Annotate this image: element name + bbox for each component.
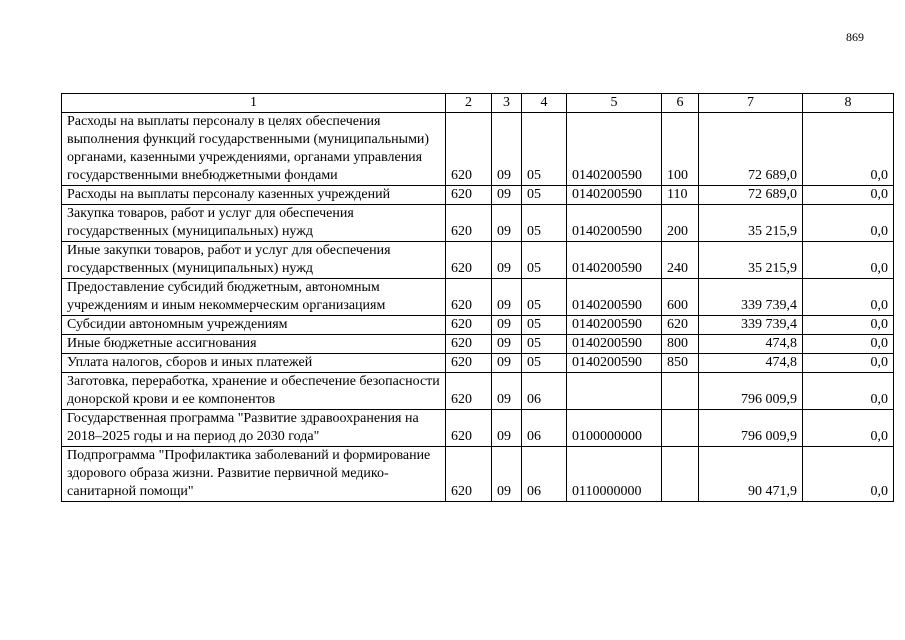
admin-code: 620 bbox=[446, 447, 492, 502]
page-number: 869 bbox=[846, 30, 864, 44]
expense-type-code: 110 bbox=[662, 186, 699, 205]
row-description: Расходы на выплаты персоналу казенных учреждений bbox=[62, 186, 446, 205]
expense-type-code: 800 bbox=[662, 335, 699, 354]
second-amount-value: 0,0 bbox=[803, 242, 894, 279]
row-description: Государственная программа "Развитие здравоохранения на 2018–2025 годы и на период до 2030 года" bbox=[62, 410, 446, 447]
table-row bbox=[62, 447, 894, 502]
target-article-code: 0140200590 bbox=[567, 279, 662, 316]
table-row bbox=[62, 354, 894, 373]
expense-type-code bbox=[662, 373, 699, 410]
admin-code: 620 bbox=[446, 316, 492, 335]
amount-value: 474,8 bbox=[699, 354, 803, 373]
target-article-code: 0140200590 bbox=[567, 335, 662, 354]
budget-table bbox=[61, 93, 894, 502]
subsection-code: 05 bbox=[522, 279, 567, 316]
row-description: Заготовка, переработка, хранение и обеспечение безопасности донорской крови и ее компонентов bbox=[62, 373, 446, 410]
section-code: 09 bbox=[492, 316, 522, 335]
subsection-code: 06 bbox=[522, 410, 567, 447]
table-body bbox=[62, 113, 894, 502]
table-row bbox=[62, 410, 894, 447]
amount-value: 35 215,9 bbox=[699, 242, 803, 279]
row-description: Иные бюджетные ассигнования bbox=[62, 335, 446, 354]
section-code: 09 bbox=[492, 279, 522, 316]
admin-code: 620 bbox=[446, 113, 492, 186]
column-header: 8 bbox=[803, 94, 894, 113]
admin-code: 620 bbox=[446, 205, 492, 242]
target-article-code: 0140200590 bbox=[567, 242, 662, 279]
subsection-code: 05 bbox=[522, 186, 567, 205]
amount-value: 72 689,0 bbox=[699, 113, 803, 186]
amount-value: 72 689,0 bbox=[699, 186, 803, 205]
target-article-code: 0140200590 bbox=[567, 354, 662, 373]
subsection-code: 06 bbox=[522, 373, 567, 410]
column-header: 6 bbox=[662, 94, 699, 113]
admin-code: 620 bbox=[446, 242, 492, 279]
table-row bbox=[62, 113, 894, 186]
target-article-code: 0140200590 bbox=[567, 316, 662, 335]
target-article-code: 0140200590 bbox=[567, 113, 662, 186]
row-description: Иные закупки товаров, работ и услуг для обеспечения государственных (муниципальных) нужд bbox=[62, 242, 446, 279]
amount-value: 796 009,9 bbox=[699, 410, 803, 447]
row-description: Расходы на выплаты персоналу в целях обеспечения выполнения функций государственными (муниципальными) органами, казенными учреждениями, органами управления государственными внебюджетными фондами bbox=[62, 113, 446, 186]
admin-code: 620 bbox=[446, 335, 492, 354]
table-row bbox=[62, 335, 894, 354]
expense-type-code bbox=[662, 447, 699, 502]
section-code: 09 bbox=[492, 354, 522, 373]
row-description: Закупка товаров, работ и услуг для обеспечения государственных (муниципальных) нужд bbox=[62, 205, 446, 242]
second-amount-value: 0,0 bbox=[803, 410, 894, 447]
subsection-code: 05 bbox=[522, 335, 567, 354]
subsection-code: 05 bbox=[522, 316, 567, 335]
row-description: Подпрограмма "Профилактика заболеваний и формирование здорового образа жизни. Развитие первичной медико-санитарной помощи" bbox=[62, 447, 446, 502]
amount-value: 796 009,9 bbox=[699, 373, 803, 410]
table-row bbox=[62, 242, 894, 279]
section-code: 09 bbox=[492, 447, 522, 502]
section-code: 09 bbox=[492, 335, 522, 354]
subsection-code: 05 bbox=[522, 242, 567, 279]
amount-value: 90 471,9 bbox=[699, 447, 803, 502]
table-row bbox=[62, 316, 894, 335]
second-amount-value: 0,0 bbox=[803, 279, 894, 316]
table-row bbox=[62, 279, 894, 316]
row-description: Уплата налогов, сборов и иных платежей bbox=[62, 354, 446, 373]
admin-code: 620 bbox=[446, 373, 492, 410]
second-amount-value: 0,0 bbox=[803, 113, 894, 186]
second-amount-value: 0,0 bbox=[803, 335, 894, 354]
expense-type-code: 100 bbox=[662, 113, 699, 186]
section-code: 09 bbox=[492, 186, 522, 205]
section-code: 09 bbox=[492, 410, 522, 447]
section-code: 09 bbox=[492, 242, 522, 279]
section-code: 09 bbox=[492, 205, 522, 242]
admin-code: 620 bbox=[446, 410, 492, 447]
column-header: 7 bbox=[699, 94, 803, 113]
target-article-code: 0140200590 bbox=[567, 186, 662, 205]
target-article-code bbox=[567, 373, 662, 410]
expense-type-code: 850 bbox=[662, 354, 699, 373]
second-amount-value: 0,0 bbox=[803, 447, 894, 502]
second-amount-value: 0,0 bbox=[803, 186, 894, 205]
admin-code: 620 bbox=[446, 279, 492, 316]
expense-type-code: 600 bbox=[662, 279, 699, 316]
expense-type-code: 620 bbox=[662, 316, 699, 335]
amount-value: 339 739,4 bbox=[699, 316, 803, 335]
section-code: 09 bbox=[492, 373, 522, 410]
table-row bbox=[62, 373, 894, 410]
subsection-code: 05 bbox=[522, 113, 567, 186]
subsection-code: 06 bbox=[522, 447, 567, 502]
second-amount-value: 0,0 bbox=[803, 316, 894, 335]
column-header: 2 bbox=[446, 94, 492, 113]
subsection-code: 05 bbox=[522, 205, 567, 242]
second-amount-value: 0,0 bbox=[803, 205, 894, 242]
column-header: 3 bbox=[492, 94, 522, 113]
column-header: 1 bbox=[62, 94, 446, 113]
second-amount-value: 0,0 bbox=[803, 354, 894, 373]
table-row bbox=[62, 186, 894, 205]
row-description: Субсидии автономным учреждениям bbox=[62, 316, 446, 335]
target-article-code: 0140200590 bbox=[567, 205, 662, 242]
expense-type-code bbox=[662, 410, 699, 447]
amount-value: 339 739,4 bbox=[699, 279, 803, 316]
target-article-code: 0110000000 bbox=[567, 447, 662, 502]
expense-type-code: 240 bbox=[662, 242, 699, 279]
row-description: Предоставление субсидий бюджетным, автономным учреждениям и иным некоммерческим организациям bbox=[62, 279, 446, 316]
admin-code: 620 bbox=[446, 186, 492, 205]
amount-value: 474,8 bbox=[699, 335, 803, 354]
column-header: 4 bbox=[522, 94, 567, 113]
section-code: 09 bbox=[492, 113, 522, 186]
header-row bbox=[62, 94, 894, 113]
expense-type-code: 200 bbox=[662, 205, 699, 242]
amount-value: 35 215,9 bbox=[699, 205, 803, 242]
subsection-code: 05 bbox=[522, 354, 567, 373]
column-header: 5 bbox=[567, 94, 662, 113]
target-article-code: 0100000000 bbox=[567, 410, 662, 447]
table-row bbox=[62, 205, 894, 242]
admin-code: 620 bbox=[446, 354, 492, 373]
second-amount-value: 0,0 bbox=[803, 373, 894, 410]
